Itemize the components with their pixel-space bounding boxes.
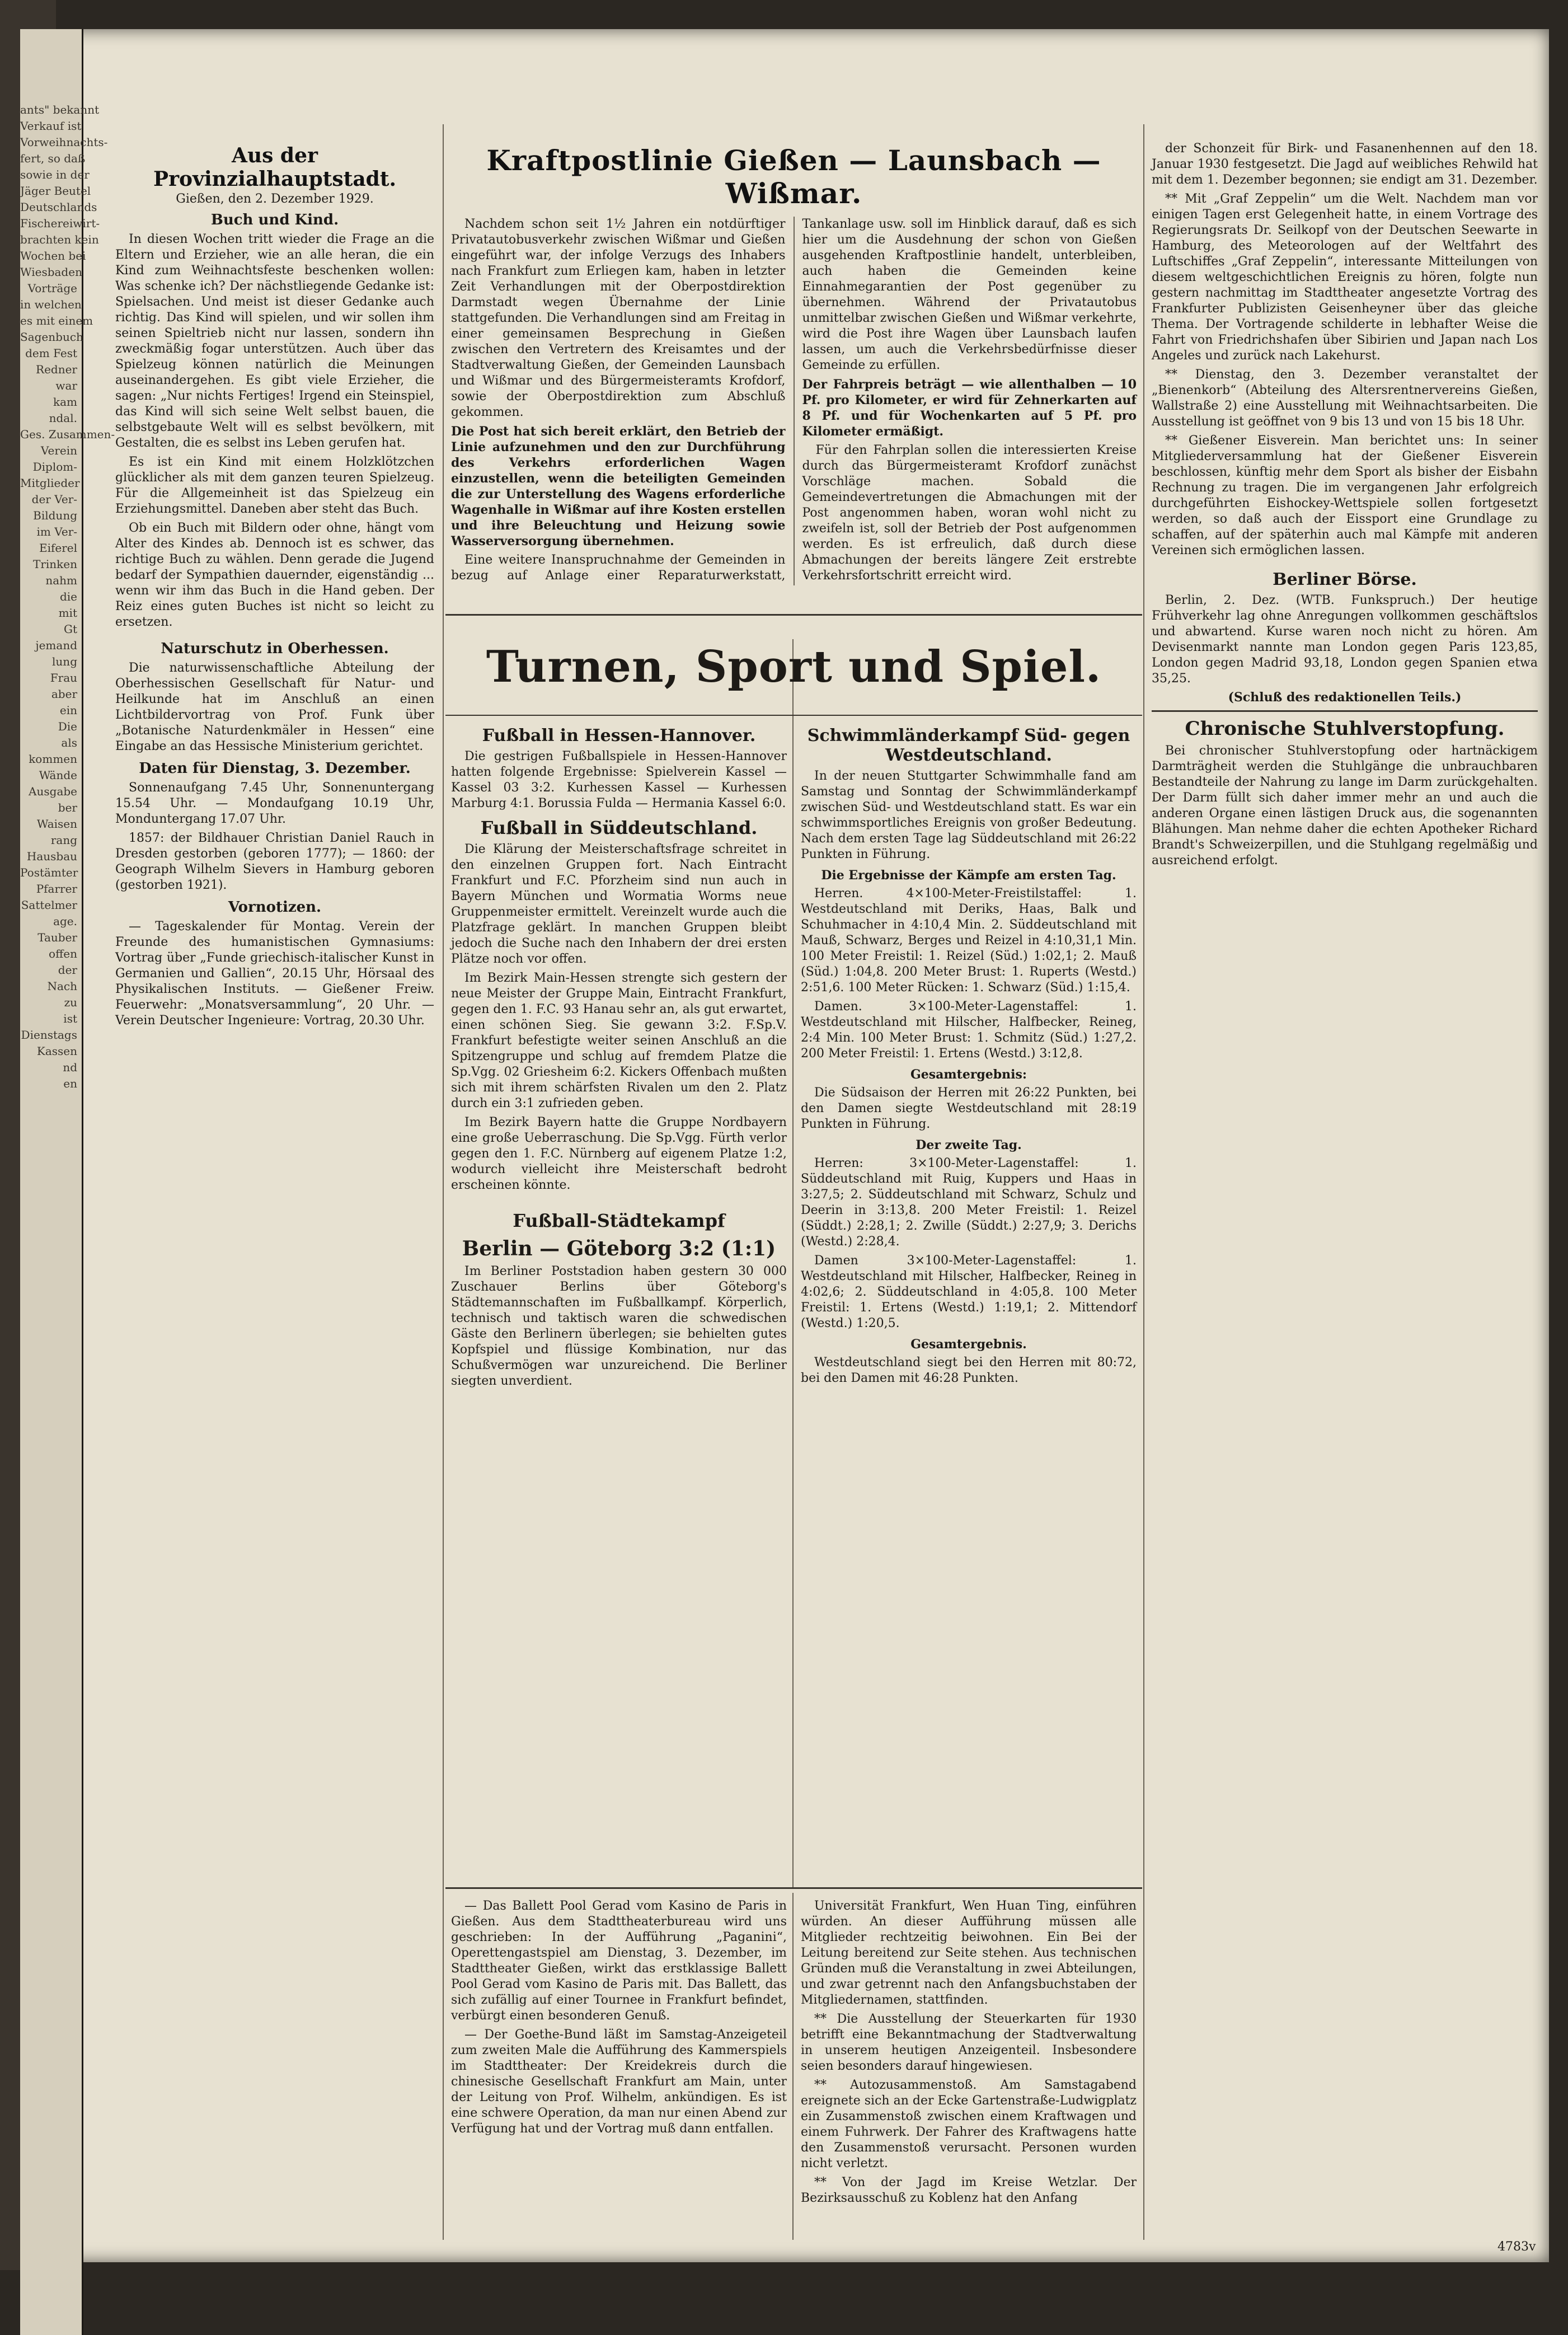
previous-page-line: Vorträge [27, 282, 77, 295]
previous-page-line: Deutschlands [20, 200, 97, 214]
article-heading: Fußball-Städtekampf [513, 1210, 725, 1231]
previous-page-line: Waisen [36, 817, 77, 831]
article-heading: Gesamtergebnis: [910, 1067, 1027, 1082]
previous-page-line: Verkauf ist [20, 119, 82, 133]
bold-paragraph: Der Fahrpreis beträgt — wie allenthalben — 10 Pf. pro Kilometer, er wird für Zehnerkarten auf 8 Pf. und für Wochenkarten auf 5 Pf. pro Kilometer ermäßigt. [802, 377, 1137, 439]
newspaper-page [20, 29, 1549, 2262]
previous-page-line: Wochen bei [20, 249, 86, 262]
paragraph: Im Berliner Poststadion haben gestern 30 000 Zuschauer Berlins über Göteborg's Städtemannschaften im Fußballkampf. Körperlich, technisch und taktisch waren die schwedischen Gäste den Berlinern überlegen; sie behielten gutes Kopfspiel und flüssige Kombination, nur das Schußvermögen war unzureichend. Die Berliner siegten unverdient. [451, 1264, 787, 1388]
paragraph: Eine weitere Inanspruchnahme der Gemeinden in bezug auf Anlage einer Reparaturwerkstatt, Tankanlage usw. soll im Hinblick darauf, daß es sich hier um die Ausdehnung der schon von Gießen ausgehenden Kraftpostlinie handelt, unterbleiben, auch haben die Gemeinden keine Einnahmegarantien der Post gegenüber zu übernehmen. Während der Privatautobus unmittelbar zwischen Gießen und Wißmar verkehrte, wird die Post ihre Wagen über Launsbach laufen lassen, um auch die Verkehrsbedürfnisse dieser Gemeinde zu erfüllen. [451, 217, 1137, 583]
sport-title: Turnen, Sport und Spiel. [486, 641, 1102, 692]
paragraph: Westdeutschland siegt bei den Herren mit 80:72, bei den Damen mit 46:28 Punkten. [801, 1356, 1137, 1385]
previous-page-line: fert, so daß [20, 152, 86, 165]
previous-page-line: in welchen [20, 298, 82, 311]
paragraph: Herren: 3×100-Meter-Lagenstaffel: 1. Süddeutschland mit Ruig, Kuppers und Haas in 3:27,5; 2. Süddeutschland mit Schwarz, Schulz und Deerin in 3:13,8. 200 Meter Freistil: 1. Reizel (Süddt.) 2:28,1; 2. Zwille (Süddt.) 2:27,9; 3. Derichs (Westd.) 2:28,4. [801, 1156, 1137, 1249]
section-title: Aus der Provinzialhauptstadt. [153, 144, 396, 191]
previous-page-line: Fischereiwirt- [20, 217, 100, 230]
article-heading: Buch und Kind. [210, 212, 339, 228]
previous-page-edge [20, 29, 115, 2335]
column-local-news [1152, 141, 1538, 2245]
previous-page-line: Wände [39, 768, 77, 782]
article-heading: Fußball in Süddeutschland. [480, 817, 758, 838]
previous-page-line: Ausgabe [29, 785, 77, 798]
article-heading: Gesamtergebnis. [910, 1337, 1027, 1352]
paragraph: ** Dienstag, den 3. Dezember veranstaltet der „Bienenkorb“ (Abteilung des Altersrentnervereins Gießen, Wallstraße 2) eine Ausstellung mit Weihnachtsarbeiten. Die Ausstellung ist geöffnet von 9 bis 13 und von 15 bis 18 Uhr. [1152, 368, 1538, 429]
paragraph: — Tageskalender für Montag. Verein der Freunde des humanistischen Gymnasiums: Vortrag über „Funde griechisch-italischer Kunst in Germanien und Gallien“, 20.15 Uhr, Hörsaal des Physikalischen Instituts. — Gießener Freiw. Feuerwehr: „Monatsversammlung“, 20 Uhr. — Verein Deutscher Ingenieure: Vortrag, 20.30 Uhr. [115, 920, 434, 1028]
previous-page-line: Nach [47, 979, 77, 993]
section-end-note: (Schluß des redaktionellen Teils.) [1228, 690, 1462, 705]
column-rule [792, 1893, 794, 2240]
paragraph: In der neuen Stuttgarter Schwimmhalle fand am Samstag und Sonntag der Schwimmländerkampf zwischen Süd- und Westdeutschland statt. Es war ein schwimmsportliches Ereignis von großer Bedeutung. Nach dem ersten Tage lag Süddeutschland mit 26:22 Punkten in Führung. [801, 769, 1137, 861]
paragraph: — Der Goethe-Bund läßt im Samstag-Anzeigeteil zum zweiten Male die Aufführung des Kammerspiels im Stadttheater: Der Kreidekreis durch die chinesische Gesellschaft Frankfurt am Main, unter der Leitung von Prof. Wilhelm, ankündigen. Es ist eine schwere Operation, da man nur einen Abend zur Verfügung hat und der Vortrag muß dann entfallen. [451, 2028, 787, 2136]
previous-page-line: Hausbau [26, 850, 77, 863]
paragraph: ** Autozusammenstoß. Am Samstagabend ereignete sich an der Ecke Gartenstraße-Ludwigplatz ein Zusammenstoß zwischen einem Kraftwagen und einem Fuhrwerk. Der Fahrer des Kraftwagens hatte den Zusammenstoß verursacht. Personen wurden nicht verletzt. [801, 2078, 1137, 2170]
paragraph: Herren. 4×100-Meter-Freistilstaffel: 1. Westdeutschland mit Deriks, Haas, Balk und Schuhmacher in 4:10,4 Min. 2. Süddeutschland mit Mauß, Schwarz, Berges und Reizel in 4:10,31,1 Min. 100 Meter Freistil: 1. Reizel (Süd.) 1:02,1; 2. Mauß (Süd.) 1:04,8. 200 Meter Brust: 1. Ruperts (Westd.) 2:51,6. 100 Meter Rücken: 1. Schwarz (Süd.) 1:15,4. [801, 887, 1137, 995]
paragraph: Ob ein Buch mit Bildern oder ohne, hängt vom Alter des Kindes ab. Dennoch ist es schwer, das richtige Buch zu wählen. Denn gerade die Jugend bedarf der Sympathien dauernder, eigenständig ... wenn wir ihm das Buch in die Hand geben. Der Reiz eines guten Buches ist nicht so leicht zu ersetzen. [115, 521, 434, 629]
previous-page-line: Jäger Beutel [20, 184, 91, 198]
previous-page-line: ein [59, 704, 77, 717]
paragraph: ** Gießener Eisverein. Man berichtet uns: In seiner Mitgliederversammlung hat der Gießener Eisverein beschlossen, künftig mehr dem Sport als bisher der Eisbahn Rechnung zu tragen. Die im vergangenen Jahr erfolgreich durchgeführten Eishockey-Wettspiele sollen fortgesetzt werden, so daß auch der Eissport eine Grundlage zu schaffen, auf der späterhin auch mal Kämpfe mit anderen Vereinen sich ermöglichen lassen. [1152, 434, 1538, 557]
previous-page-line: Diplom- [32, 460, 77, 473]
article-heading: Vornotizen. [228, 899, 322, 916]
previous-page-line: die [59, 590, 77, 603]
previous-page-line: Dienstags [21, 1028, 77, 1042]
previous-page-line: Trinken [32, 557, 77, 571]
bold-paragraph: Die Post hat sich bereit erklärt, den Betrieb der Linie aufzunehmen und den zur Durchführung des Verkehrs erforderlichen Wagen einzustellen, wenn die beteiligten Gemeinden die zur Unterstellung des Wagens erforderliche Wagenhalle in Wißmar auf ihre Kosten erstellen und ihre Beleuchtung und Heizung sowie Wasserversorgung übernehmen. [451, 424, 786, 548]
article-heading: Berlin — Göteborg 3:2 (1:1) [462, 1237, 776, 1260]
ad-heading: Chronische Stuhlverstopfung. [1185, 718, 1505, 740]
ad-body: Bei chronischer Stuhlverstopfung oder hartnäckigem Darmträgheit werden die Stuhlgänge die unbrauchbaren Bestandteile der Nahrung zu lange im Darm zurückgehalten. Der Darm füllt sich daher immer mehr an und auch die anderen Organe einen lästigen Druck aus, die sogenannten Blähungen. Man nehme daher die echten Apotheker Richard Brandt's Schweizerpillen, und die Stuhlgang regelmäßig und ausreichend erfolgt. [1152, 744, 1538, 868]
previous-page-line: Ges. Zusammen- [20, 428, 115, 441]
paragraph: — Das Ballett Pool Gerad vom Kasino de Paris in Gießen. Aus dem Stadttheaterbureau wird uns geschrieben: In der Aufführung „Paganini“, Operettengastspiel am Dienstag, 3. Dezember, im Stadttheater Gießen, wirkt das erstklassige Ballett Pool Gerad vom Kasino de Paris mit. Das Ballett, das sich zufällig auf einer Tournee in Frankfurt befindet, verbürgt einen besonderen Genuß. [451, 1899, 787, 2023]
page-number: 4783v [1497, 2240, 1536, 2254]
column-rule [443, 124, 444, 2240]
previous-page-line: en [63, 1077, 77, 1090]
paragraph: Sonnenaufgang 7.45 Uhr, Sonnenuntergang 15.54 Uhr. — Mondaufgang 10.19 Uhr, Monduntergang 17.07 Uhr. [115, 781, 434, 826]
previous-page-line: dem Fest [25, 346, 77, 360]
sport-left-column [451, 720, 787, 1882]
previous-page-line: Verein [40, 444, 77, 457]
previous-page-line: der [58, 963, 77, 977]
article-heading: Daten für Dienstag, 3. Dezember. [139, 760, 411, 777]
previous-page-line: ist [63, 1012, 77, 1025]
previous-page-line: war [55, 379, 77, 392]
paragraph: Im Bezirk Bayern hatte die Gruppe Nordbayern eine große Ueberraschung. Die Sp.Vgg. Fürth verlor gegen den 1. F.C. Nürnberg auf eigenem Platze 1:2, wodurch vielleicht ihre Meisterschaft bedroht erscheinen könnte. [451, 1115, 787, 1192]
bottom-right-notices [801, 1898, 1137, 2245]
kraftpost-article [451, 144, 1137, 611]
paragraph: Damen 3×100-Meter-Lagenstaffel: 1. Westdeutschland mit Hilscher, Halfbecker, Reineg in 4:02,6; 2. Süddeutschland in 4:05,8. 100 Meter Freistil: 1. Ertens (Westd.) 1:19,1; 2. Mittendorf (Westd.) 1:20,5. [801, 1254, 1137, 1330]
article-body [115, 232, 434, 630]
paragraph: Die gestrigen Fußballspiele in Hessen-Hannover hatten folgende Ergebnisse: Spielverein Kassel — Kassel 03 3:2. Kurhessen Kassel — Kurhessen Marburg 4:1. Borussia Fulda — Hermania Kassel 6:0. [451, 749, 787, 810]
previous-page-line: offen [49, 947, 77, 960]
paragraph: ** Die Ausstellung der Steuerkarten für 1930 betrifft eine Bekanntmachung der Stadtverwaltung in unserem heutigen Anzeigenteil. Insbesondere seien besonders darauf hingewiesen. [801, 2012, 1137, 2073]
previous-page-line: Mitglieder [20, 476, 80, 490]
paragraph: Nachdem schon seit 1½ Jahren ein notdürftiger Privatautobusverkehr zwischen Wißmar und Gießen eingeführt war, der infolge Verzugs des Inhabers nach Frankfurt zum Erliegen kam, haben in letzter Zeit Verhandlungen mit der Oberpostdirektion Darmstadt wegen Übernahme der Linie stattgefunden. Die Verhandlungen sind am Freitag in einer gemeinsamen Besprechung in Gießen zwischen den Vertretern des Kreisamtes und der Stadtverwaltung Gießen, der Gemeinden Launsbach und Wißmar und des Bürgermeisteramts Krofdorf, sowie der Oberpostdirektion zum Abschluß gekommen. [451, 217, 786, 419]
paragraph: Die Südsaison der Herren mit 26:22 Punkten, bei den Damen siegte Westdeutschland mit 28:19 Punkten in Führung. [801, 1086, 1137, 1131]
previous-page-line: es mit einem [20, 314, 93, 327]
section-divider [445, 614, 1142, 616]
previous-page-line: im Ver- [36, 525, 77, 538]
section-divider [445, 1887, 1142, 1889]
paragraph: Damen. 3×100-Meter-Lagenstaffel: 1. Westdeutschland mit Hilscher, Halfbecker, Reineg, 2:4 Min. 100 Meter Brust: 1. Schmitz (Süd.) 1:27,2. 200 Meter Freistil: 1. Ertens (Westd.) 3:12,8. [801, 1000, 1137, 1061]
paragraph: ** Mit „Graf Zeppelin“ um die Welt. Nachdem man vor einigen Tagen erst Gelegenheit hatte, in einem Vortrage des Regierungsrats Dr. Seilkopf von der Deutschen Seewarte in Hamburg, des Meteorologen auf der Weltfahrt des Luftschiffes „Graf Zeppelin“, interessante Mitteilungen von diesem weltgeschichtlichen Ereignis zu hören, folgte nun gestern nachmittag im Stadttheater angesetzte Vortrag des Frankfurter Publizisten Geisenheyner über das gleiche Thema. Der Vortragende schilderte in lebhafter Weise die Fahrt von Friedrichshafen über Sibirien und Japan nach Los Angeles und zurück nach Lakehurst. [1152, 192, 1538, 363]
paragraph: Berlin, 2. Dez. (WTB. Funkspruch.) Der heutige Frühverkehr lag ohne Anregungen vollkommen geschäftslos und abwartend. Kurse waren noch nicht zu hören. Am Devisenmarkt nannte man London gegen Paris 123,85, London gegen Madrid 93,18, London gegen Spanien etwa 35,25. [1152, 593, 1538, 686]
previous-page-line: zu [64, 996, 77, 1009]
previous-page-line: rang [50, 833, 77, 847]
previous-page-line: Bildung [33, 509, 77, 522]
previous-page-line: Vorweihnachts- [20, 135, 108, 149]
column-provinzialhauptstadt [115, 144, 434, 2248]
previous-page-line: Kassen [36, 1044, 77, 1058]
paragraph: 1857: der Bildhauer Christian Daniel Rauch in Dresden gestorben (geboren 1777); — 1860: der Geograph Wilhelm Sievers in Hamburg geboren (gestorben 1921). [115, 831, 434, 892]
previous-page-line: Sattelmer [21, 898, 77, 912]
column-rule [1143, 124, 1144, 2240]
divider [1152, 710, 1538, 712]
bottom-left-notices [451, 1898, 787, 2245]
column-rule [792, 639, 794, 1887]
paragraph: Im Bezirk Main-Hessen strengte sich gestern der neue Meister der Gruppe Main, Eintracht Frankfurt, gegen den 1. F.C. 93 Hanau sehr an, als gut erwartet, einen schönen Sieg. Sie gewann 3:2. F.Sp.V. Frankfurt befestigte weiter seinen Anschluß an die Spitzengruppe und schlug auf fremdem Platze die Sp.Vgg. 02 Griesheim 6:2. Kickers Offenbach mußten sich mit ihrem schärfsten Rivalen um den 2. Platz durch ein 3:1 zufrieden geben. [451, 971, 787, 1110]
article-heading: Fußball in Hessen-Hannover. [482, 726, 756, 745]
previous-page-line: Die [58, 720, 77, 733]
article-heading: Schwimmländerkampf Süd- gegen Westdeutschland. [807, 726, 1130, 765]
paragraph: der Schonzeit für Birk- und Fasanenhennen auf den 18. Januar 1930 festgesetzt. Die Jagd auf weibliches Rehwild hat mit dem 1. Dezember begonnen; sie endigt am 31. Dezember. [1152, 142, 1538, 187]
previous-page-line: der Ver- [31, 493, 77, 506]
previous-page-line: nahm [45, 574, 77, 587]
article-heading: Die Ergebnisse der Kämpfe am ersten Tag. [821, 868, 1116, 883]
paragraph: Universität Frankfurt, Wen Huan Ting, einführen würden. An dieser Aufführung müssen alle Mitglieder rechtzeitig beiwohnen. Ein Bei der Leitung bereitend zur Seite stehen. Aus technischen Gründen muß die Veranstaltung in zwei Abteilungen, und zwar getrennt nach den Anfangsbuchstaben der Mitgliedernamen, stattfinden. [801, 1899, 1137, 2007]
section-divider [445, 715, 1142, 716]
previous-page-line: age. [53, 915, 77, 928]
paragraph: Die naturwissenschaftliche Abteilung der Oberhessischen Gesellschaft für Natur- und Heilkunde hat im Anschluß an einen Lichtbildervortrag von Prof. Funk über „Botanische Naturdenkmäler in Hessen“ eine Eingabe an das Hessische Ministerium gerichtet. [115, 661, 434, 753]
paragraph: Die Klärung der Meisterschaftsfrage schreitet in den einzelnen Gruppen fort. Nach Eintracht Frankfurt und F.C. Pforzheim sind nun auch in Bayern München und Wormatia Worms neue Gruppenmeister ermittelt. Vereinzelt wurde auch die Platzfrage geklärt. In manchen Gruppen bleibt jedoch die Suche nach den Inhabern der drei ersten Plätze noch vor offen. [451, 842, 787, 966]
previous-page-line: Gt [63, 622, 77, 636]
paragraph: ** Von der Jagd im Kreise Wetzlar. Der Bezirksausschuß zu Koblenz hat den Anfang [801, 2175, 1137, 2205]
sport-right-column [801, 720, 1137, 1882]
previous-page-line: ants" bekannt [20, 103, 100, 116]
previous-page-line: jemand [35, 639, 77, 652]
previous-page-line: aber [51, 687, 77, 701]
previous-page-line: brachten kein [20, 233, 99, 246]
previous-page-line: nd [63, 1061, 77, 1074]
previous-page-line: kommen [29, 752, 77, 766]
dateline: Gießen, den 2. Dezember 1929. [176, 192, 374, 206]
previous-page-line: als [61, 736, 77, 749]
article-heading: Naturschutz in Oberhessen. [161, 640, 389, 657]
previous-page-line: Eiferel [39, 541, 77, 555]
article-body [451, 217, 1137, 585]
article-heading: Berliner Börse. [1273, 570, 1417, 589]
previous-page-line: Pfarrer [36, 882, 77, 895]
previous-page-line: ber [58, 801, 77, 814]
paragraph: Es ist ein Kind mit einem Holzklötzchen glücklicher als mit dem ganzen teuren Spielzeug. Für die Allgemeinheit ist das Spielzeug ein Erziehungsmittel. Daneben aber steht das Buch. [115, 455, 434, 516]
previous-page-line: Tauber [37, 931, 77, 944]
article-heading: Der zweite Tag. [916, 1138, 1022, 1152]
previous-page-line: lung [52, 655, 77, 668]
previous-page-line: ndal. [49, 411, 77, 425]
previous-page-line: sowie in der [20, 168, 90, 181]
previous-page-line: Redner [36, 363, 77, 376]
previous-page-line: Postämter [20, 866, 78, 879]
previous-page-line: Frau [50, 671, 77, 684]
previous-page-line: Sagenbuch [20, 330, 83, 344]
paragraph: In diesen Wochen tritt wieder die Frage an die Eltern und Erzieher, wie an alle heran, die ein Kind zum Weihnachtsfeste beschenken wollen: Was schenke ich? Der nächstliegende Gedanke ist: Spielsachen. Und meist ist dieser Gedanke auch richtig. Das Kind will spielen, und wir sollen ihm seinen Spieltrieb nicht nur lassen, sondern ihn zweckmäßig fogar unterstützen. Auch über das Spielzeug können natürlich die Meinungen auseinandergehen. Es gibt viele Erzieher, die sagen: „Nur nichts Fertiges! Irgend ein Steinspiel, das Kind will sich seine Welt selbst bauen, die selbstgebaute Welt will es selbst bevölkern, mit Gestalten, die es selbst ins Leben gerufen hat. [115, 232, 434, 450]
previous-page-line: kam [53, 395, 77, 409]
sport-banner [451, 634, 1137, 709]
paragraph: Für den Fahrplan sollen die interessierten Kreise durch das Bürgermeisteramt Krofdorf zunächst Vorschläge machen. Sobald die Gemeindevertretungen die Abmachungen mit der Post angenommen haben, woran wohl nicht zu zweifeln ist, soll der Betrieb der Post aufgenommen werden. Es ist erfreulich, daß durch diese Abmachungen der bereits längere Zeit erstrebte Verkehrsfortschritt erreicht wird. [802, 443, 1137, 583]
previous-page-line: Wiesbaden [20, 265, 82, 279]
previous-page-line: mit [58, 606, 77, 620]
headline: Kraftpostlinie Gießen — Launsbach — Wißmar. [486, 144, 1101, 210]
